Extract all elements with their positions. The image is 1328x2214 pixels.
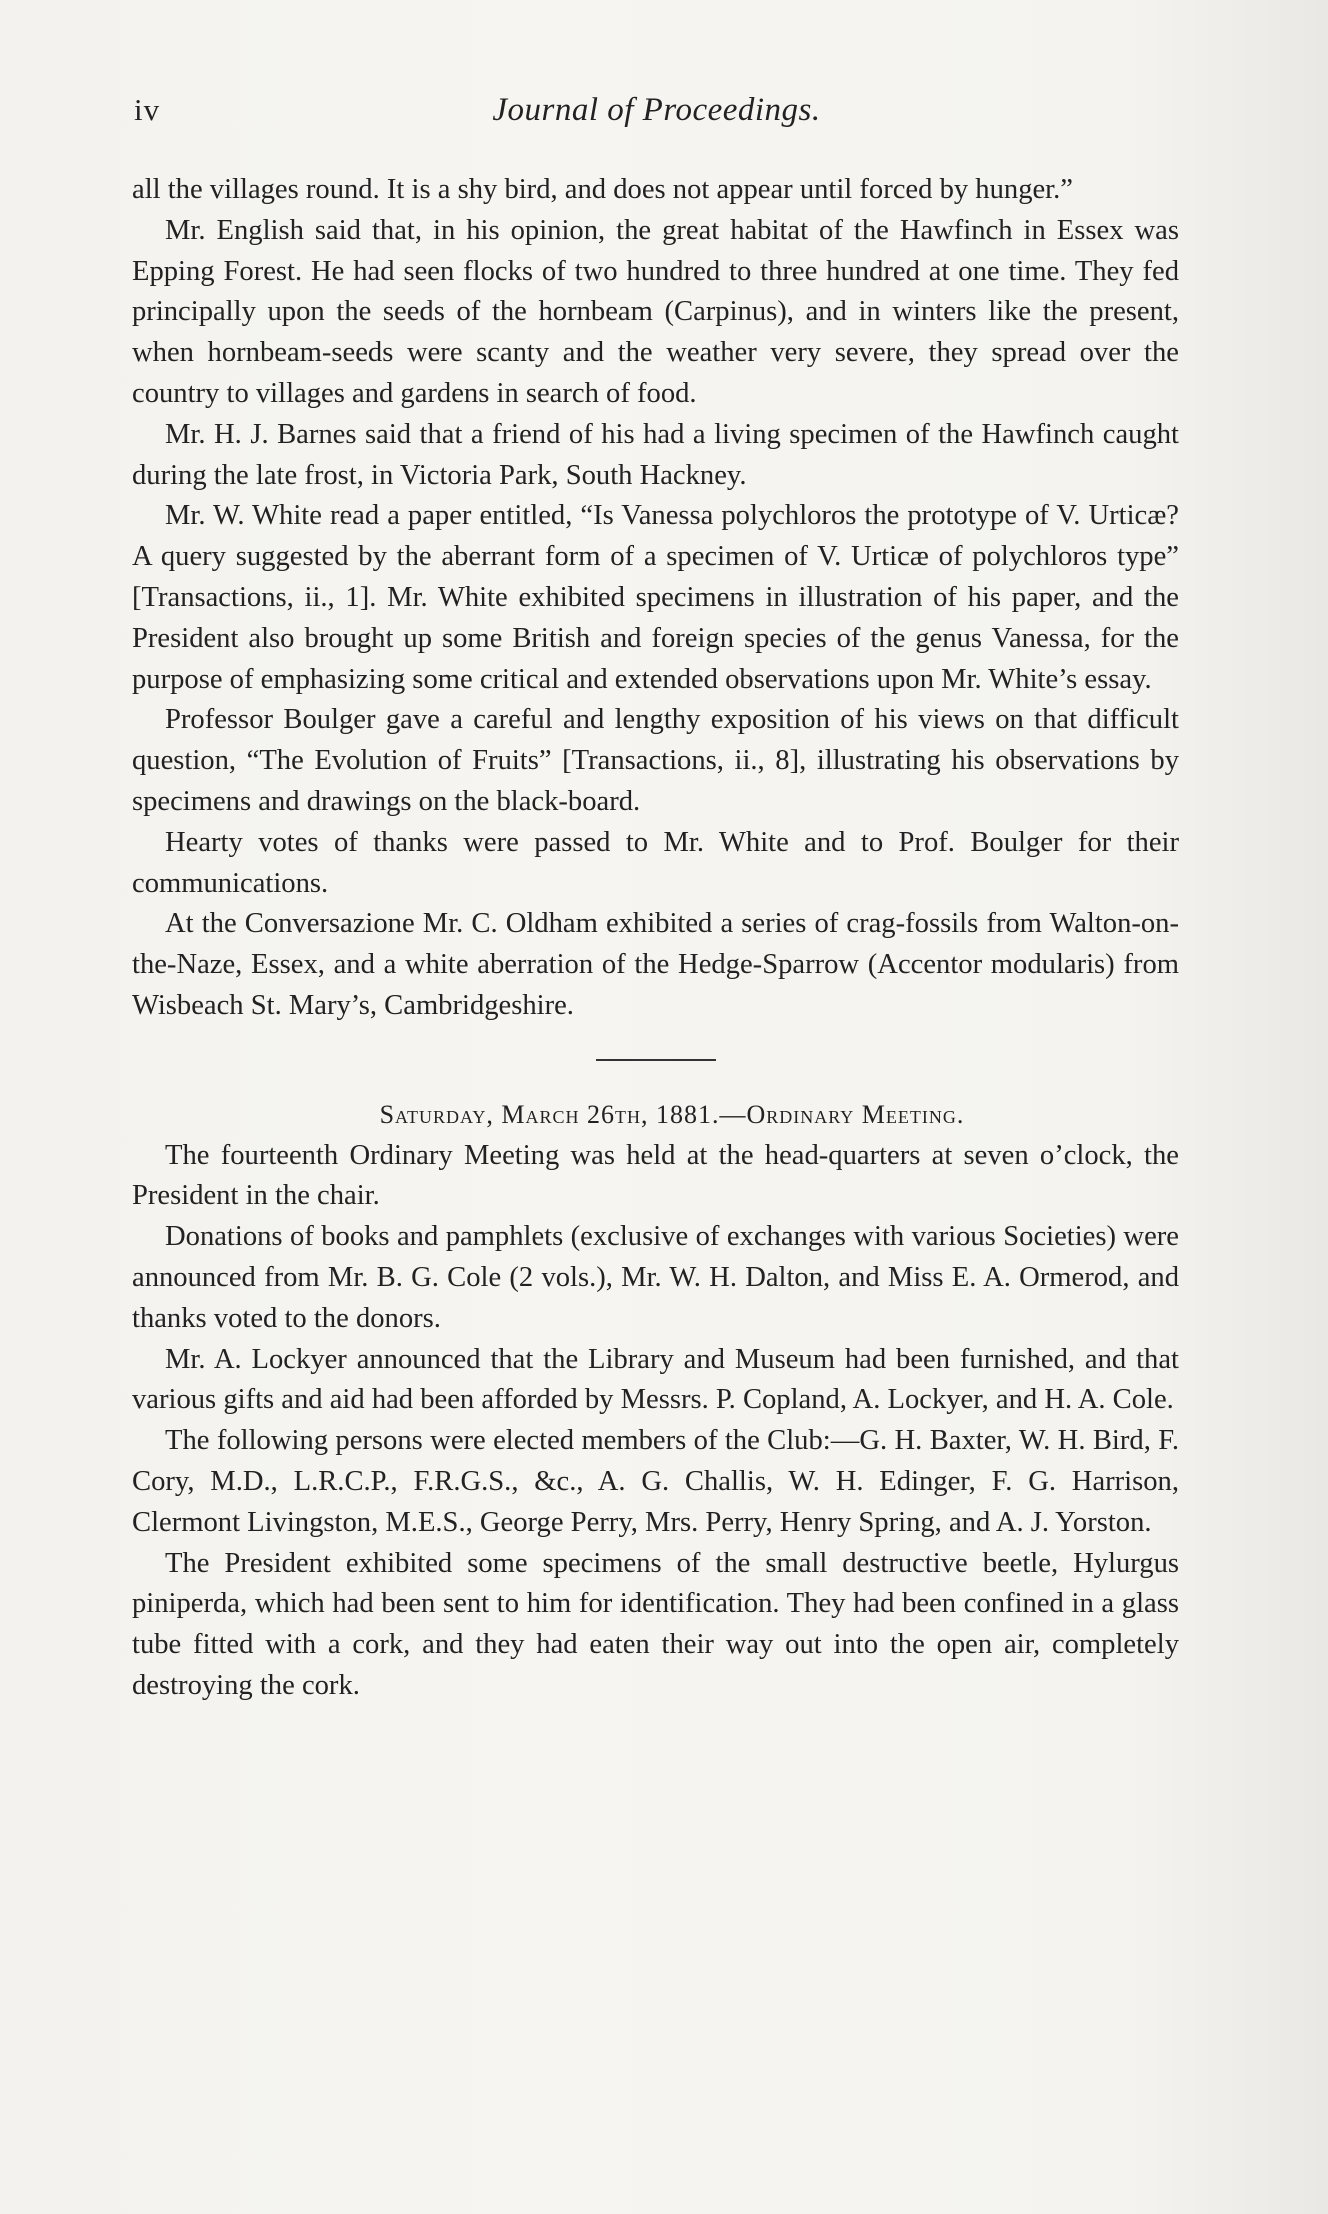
paragraph: Mr. H. J. Barnes said that a friend of his had a living specimen of the Hawfinch caught during the late frost, in Victoria Park, South Hackney.	[132, 418, 1179, 491]
running-title: Journal of Proceedings.	[492, 92, 821, 128]
paragraph: The President exhibited some specimens of the small destructive beetle, Hylurgus piniperda, which had been sent to him for identification. They had been confined in a glass tube fitted with a cork, and they had eaten their way out into the open air, completely destroying the cork.	[132, 1547, 1179, 1701]
paragraph: The following persons were elected members of the Club:—G. H. Baxter, W. H. Bird, F. Cory, M.D., L.R.C.P., F.R.G.S., &c., A. G. Challis, W. H. Edinger, F. G. Harrison, Clermont Livingston, M.E.S., George Perry, Mrs. Perry, Henry Spring, and A. J. Yorston.	[132, 1425, 1179, 1538]
page-number: iv	[134, 92, 161, 127]
paragraph: Professor Boulger gave a careful and lengthy exposition of his views on that difficult question, “The Evolution of Fruits” [Transactions, ii., 8], illustrating his observations by specimens and drawings on the black-board.	[132, 704, 1179, 817]
paragraph: Mr. A. Lockyer announced that the Library and Museum had been furnished, and that various gifts and aid had been afforded by Messrs. P. Copland, A. Lockyer, and H. A. Cole.	[132, 1343, 1179, 1416]
running-head	[134, 92, 1179, 142]
body-text	[132, 170, 1179, 1707]
paragraph: all the villages round. It is a shy bird, and does not appear until forced by hunger.”	[132, 174, 1073, 205]
paragraph: Mr. W. White read a paper entitled, “Is Vanessa polychloros the prototype of V. Urticæ? A query suggested by the aberrant form of a specimen of V. Urticæ of polychloros type” [Transactions, ii., 1]. Mr. White exhibited specimens in illustration of his paper, and the President also brought up some British and foreign species of the genus Vanessa, for the purpose of emphasizing some critical and extended observations upon Mr. White’s essay.	[132, 500, 1179, 695]
section-divider	[596, 1059, 716, 1061]
paragraph: At the Conversazione Mr. C. Oldham exhibited a series of crag-fossils from Walton-on-the-Naze, Essex, and a white aberration of the Hedge-Sparrow (Accentor modularis) from Wisbeach St. Mary’s, Cambridgeshire.	[132, 908, 1179, 1021]
paragraph: Hearty votes of thanks were passed to Mr. White and to Prof. Boulger for their communications.	[132, 826, 1179, 899]
paragraph: Mr. English said that, in his opinion, the great habitat of the Hawfinch in Essex was Epping Forest. He had seen flocks of two hundred to three hundred at one time. They fed principally upon the seeds of the hornbeam (Carpinus), and in winters like the present, when hornbeam-seeds were scanty and the weather very severe, they spread over the country to villages and gardens in search of food.	[132, 214, 1179, 409]
paragraph: Donations of books and pamphlets (exclusive of exchanges with various Societies) were announced from Mr. B. G. Cole (2 vols.), Mr. W. H. Dalton, and Miss E. A. Ormerod, and thanks voted to the donors.	[132, 1221, 1179, 1334]
paragraph: The fourteenth Ordinary Meeting was held at the head-quarters at seven o’clock, the President in the chair.	[132, 1139, 1179, 1212]
section-heading: Saturday, March 26th, 1881.—Ordinary Meeting.	[379, 1099, 965, 1129]
